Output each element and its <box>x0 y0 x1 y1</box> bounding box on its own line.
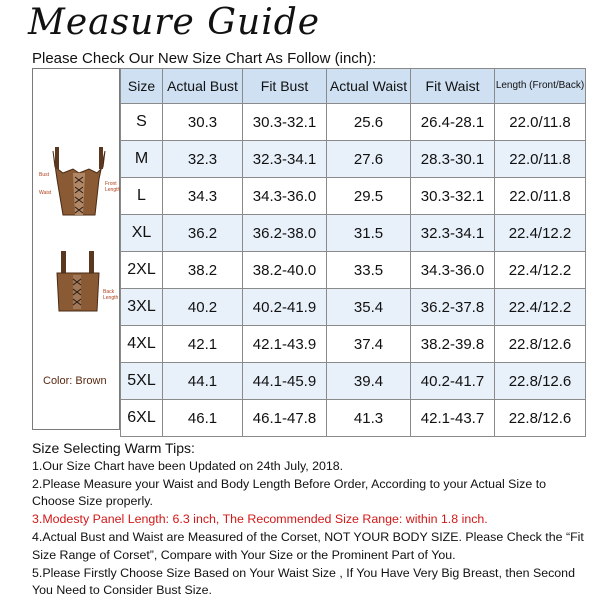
table-row <box>121 326 586 363</box>
cell-size: 2XL <box>121 252 163 289</box>
cell-fit-bust: 46.1-47.8 <box>243 400 327 437</box>
size-chart-table <box>120 68 586 437</box>
header-fit-waist: Fit Waist <box>411 69 495 104</box>
cell-fit-bust: 36.2-38.0 <box>243 215 327 252</box>
header-length: Length (Front/Back) <box>495 69 586 104</box>
cell-length: 22.0/11.8 <box>495 178 586 215</box>
table-row <box>121 215 586 252</box>
cell-actual-bust: 32.3 <box>163 141 243 178</box>
chart-subtitle: Please Check Our New Size Chart As Follow (inch): <box>32 50 377 67</box>
cell-fit-waist: 26.4-28.1 <box>411 104 495 141</box>
front-length-label: Front Length <box>105 181 121 193</box>
product-image-panel <box>32 68 120 430</box>
corset-front-image <box>53 147 105 215</box>
cell-size: S <box>121 104 163 141</box>
tip-item-highlight: 3.Modesty Panel Length: 6.3 inch, The Recommended Size Range: within 1.8 inch. <box>32 512 488 527</box>
back-length-label: Back Length <box>103 289 119 301</box>
bust-label: Bust <box>39 172 50 178</box>
cell-size: 3XL <box>121 289 163 326</box>
header-fit-bust: Fit Bust <box>243 69 327 104</box>
cell-length: 22.8/12.6 <box>495 363 586 400</box>
cell-size: XL <box>121 215 163 252</box>
table-row <box>121 363 586 400</box>
table-row <box>121 178 586 215</box>
cell-actual-bust: 36.2 <box>163 215 243 252</box>
cell-fit-bust: 34.3-36.0 <box>243 178 327 215</box>
cell-actual-waist: 37.4 <box>327 326 411 363</box>
cell-actual-waist: 35.4 <box>327 289 411 326</box>
cell-actual-waist: 33.5 <box>327 252 411 289</box>
cell-fit-waist: 32.3-34.1 <box>411 215 495 252</box>
cell-actual-bust: 30.3 <box>163 104 243 141</box>
cell-actual-bust: 46.1 <box>163 400 243 437</box>
table-row <box>121 104 586 141</box>
table-row <box>121 141 586 178</box>
cell-actual-bust: 38.2 <box>163 252 243 289</box>
cell-actual-bust: 42.1 <box>163 326 243 363</box>
color-label: Color: Brown <box>43 375 107 387</box>
cell-length: 22.8/12.6 <box>495 400 586 437</box>
corset-back-image <box>57 251 99 311</box>
header-actual-waist: Actual Waist <box>327 69 411 104</box>
table-header-row <box>121 69 586 104</box>
cell-length: 22.0/11.8 <box>495 141 586 178</box>
header-actual-bust: Actual Bust <box>163 69 243 104</box>
cell-length: 22.4/12.2 <box>495 215 586 252</box>
cell-size: 4XL <box>121 326 163 363</box>
cell-actual-bust: 40.2 <box>163 289 243 326</box>
cell-fit-bust: 40.2-41.9 <box>243 289 327 326</box>
cell-size: 6XL <box>121 400 163 437</box>
cell-fit-waist: 36.2-37.8 <box>411 289 495 326</box>
cell-size: 5XL <box>121 363 163 400</box>
tips-heading: Size Selecting Warm Tips: <box>32 440 195 456</box>
cell-actual-bust: 44.1 <box>163 363 243 400</box>
cell-fit-bust: 32.3-34.1 <box>243 141 327 178</box>
cell-fit-waist: 40.2-41.7 <box>411 363 495 400</box>
cell-fit-bust: 30.3-32.1 <box>243 104 327 141</box>
cell-size: M <box>121 141 163 178</box>
table-row <box>121 289 586 326</box>
cell-length: 22.8/12.6 <box>495 326 586 363</box>
cell-length: 22.4/12.2 <box>495 252 586 289</box>
cell-actual-waist: 39.4 <box>327 363 411 400</box>
cell-actual-waist: 27.6 <box>327 141 411 178</box>
warm-tips-section <box>32 440 592 600</box>
cell-length: 22.0/11.8 <box>495 104 586 141</box>
tip-item: 2.Please Measure your Waist and Body Length Before Order, According to your Actual Size to Choose Size properly. <box>32 476 547 509</box>
cell-size: L <box>121 178 163 215</box>
cell-length: 22.4/12.2 <box>495 289 586 326</box>
cell-actual-waist: 25.6 <box>327 104 411 141</box>
header-size: Size <box>121 69 163 104</box>
cell-actual-waist: 41.3 <box>327 400 411 437</box>
cell-fit-bust: 42.1-43.9 <box>243 326 327 363</box>
tip-item: 5.Please Firstly Choose Size Based on Your Waist Size , If You Have Very Big Breast, then Second You Need to Consider Bust Size. <box>32 565 575 598</box>
cell-fit-waist: 42.1-43.7 <box>411 400 495 437</box>
tip-item: 1.Our Size Chart have been Updated on 24th July, 2018. <box>32 458 344 473</box>
cell-fit-waist: 30.3-32.1 <box>411 178 495 215</box>
cell-fit-waist: 28.3-30.1 <box>411 141 495 178</box>
tip-item: 4.Actual Bust and Waist are Measured of the Corset, NOT YOUR BODY SIZE. Please Check the “Fit Size Range of Corset”, Compare with Your Size or the Prominent Part of You. <box>32 529 584 562</box>
table-row <box>121 400 586 437</box>
page-title: Measure Guide <box>28 2 321 43</box>
cell-fit-bust: 44.1-45.9 <box>243 363 327 400</box>
cell-fit-waist: 38.2-39.8 <box>411 326 495 363</box>
waist-label: Waist <box>39 190 52 196</box>
cell-actual-bust: 34.3 <box>163 178 243 215</box>
corset-illustration <box>33 69 119 369</box>
cell-fit-bust: 38.2-40.0 <box>243 252 327 289</box>
cell-actual-waist: 31.5 <box>327 215 411 252</box>
cell-actual-waist: 29.5 <box>327 178 411 215</box>
cell-fit-waist: 34.3-36.0 <box>411 252 495 289</box>
table-row <box>121 252 586 289</box>
